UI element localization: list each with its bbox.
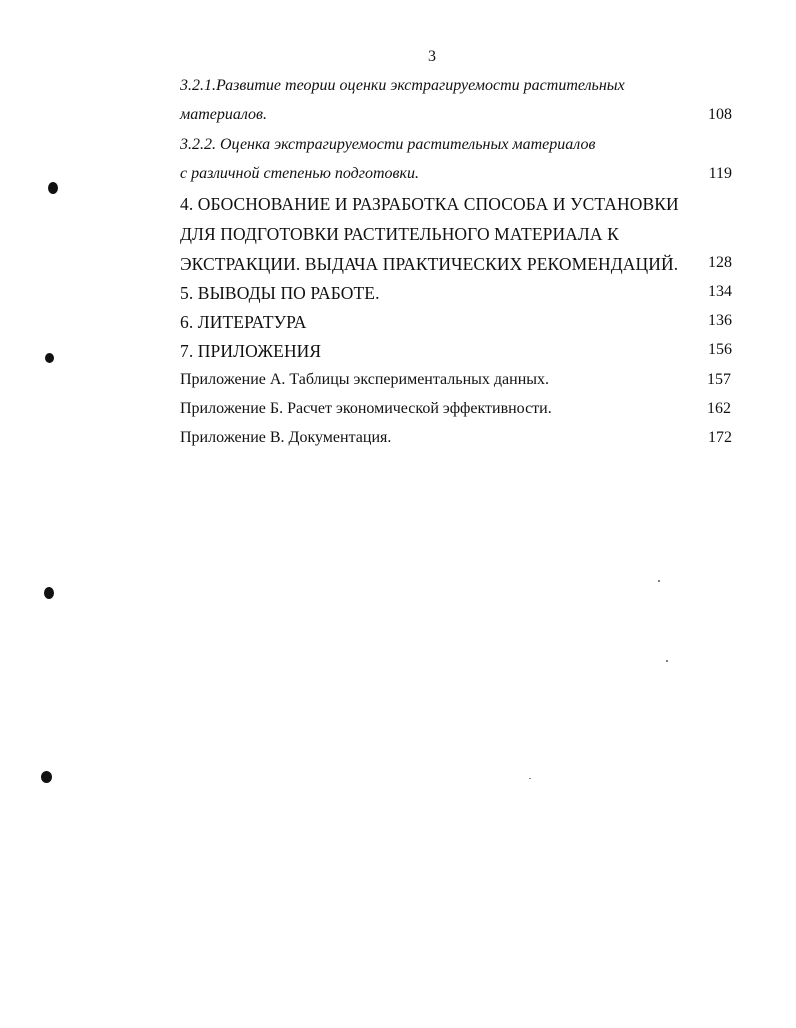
binding-hole-mark	[48, 182, 58, 194]
scan-speck	[666, 660, 668, 662]
toc-entry-title-line: с различной степенью подготовки.	[180, 165, 419, 182]
toc-entry-title: Приложение А. Таблицы экспериментальных данных.	[180, 371, 550, 388]
toc-entry-title-line: 4. ОБОСНОВАНИЕ И РАЗРАБОТКА СПОСОБА И УСТАНОВКИ	[180, 194, 679, 214]
toc-entry-page: 134	[708, 283, 732, 300]
toc-entry-title-line: 3.2.2. Оценка экстрагируемости растительных материалов	[180, 136, 596, 153]
toc-entry-title: Приложение В. Документация.	[180, 429, 392, 446]
binding-hole-mark	[41, 771, 52, 783]
toc-entry-title: Приложение Б. Расчет экономической эффективности.	[180, 400, 552, 417]
toc-entry-title: 7. ПРИЛОЖЕНИЯ	[180, 341, 322, 361]
scan-speck	[529, 778, 531, 779]
toc-entry-title-line: материалов.	[180, 106, 267, 123]
scan-speck	[658, 580, 660, 582]
toc-entry-page: 128	[708, 254, 732, 271]
toc-entry-page: 119	[708, 165, 732, 182]
toc-entry-title-line: ЭКСТРАКЦИИ. ВЫДАЧА ПРАКТИЧЕСКИХ РЕКОМЕНДАЦИЙ.	[180, 254, 679, 274]
binding-hole-mark	[45, 353, 54, 363]
toc-entry-title-line: 3.2.1.Развитие теории оценки экстрагируемости растительных	[180, 77, 625, 94]
binding-hole-mark	[44, 587, 54, 599]
toc-entry-page: 108	[708, 106, 732, 123]
toc-entry-page: 172	[708, 429, 732, 446]
toc-entry-title-line: ДЛЯ ПОДГОТОВКИ РАСТИТЕЛЬНОГО МАТЕРИАЛА К	[180, 224, 619, 244]
page-number: 3	[428, 48, 436, 65]
toc-entry-page: 157	[707, 371, 731, 388]
toc-entry-title: 5. ВЫВОДЫ ПО РАБОТЕ.	[180, 283, 380, 303]
toc-entry-page: 156	[708, 341, 732, 358]
toc-entry-page: 162	[707, 400, 731, 417]
toc-entry-title: 6. ЛИТЕРАТУРА	[180, 312, 307, 332]
toc-entry-page: 136	[708, 312, 732, 329]
